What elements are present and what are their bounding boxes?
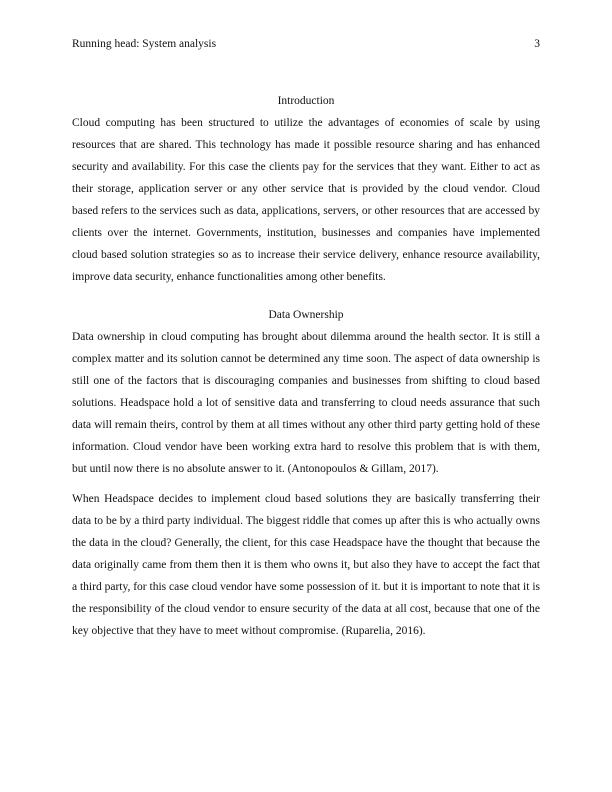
- page-header: [72, 36, 540, 52]
- page-number: 3: [534, 38, 540, 50]
- document-body: [72, 90, 540, 642]
- data-ownership-heading: Data Ownership: [268, 309, 344, 321]
- running-head: Running head: System analysis: [72, 38, 217, 50]
- introduction-paragraph: Cloud computing has been structured to utilize the advantages of economies of scale by using resources that are shared. This technology has made it possible resource sharing and has enhanced security and availability. For this case the clients pay for the services that they want. Either to act as their storage, application server or any other service that is provided by the cloud vendor. Cloud based refers to the services such as data, applications, servers, or other resources that are accessed by clients over the internet. Governments, institution, businesses and companies have implemented cloud based solution strategies so as to increase their service delivery, enhance resource availability, improve data security, enhance functionalities among other benefits.: [72, 117, 540, 283]
- data-ownership-paragraph-1: Data ownership in cloud computing has brought about dilemma around the health sector. It is still a complex matter and its solution cannot be determined any time soon. The aspect of data ownership is still one of the factors that is discouraging companies and businesses from shifting to cloud based solutions. Headspace hold a lot of sensitive data and transferring to cloud needs assurance that such data will remain theirs, control by them at all times without any other third party getting hold of these information. Cloud vendor have been working extra hard to resolve this problem that is with them, but until now there is no absolute answer to it. (Antonopoulos & Gillam, 2017).: [72, 331, 540, 475]
- paragraph-spacer: [72, 480, 540, 488]
- introduction-heading: Introduction: [277, 95, 335, 107]
- data-ownership-paragraph-2: When Headspace decides to implement cloud based solutions they are basically transferring their data to be by a third party individual. The biggest riddle that comes up after this is who actually owns the data in the cloud? Generally, the client, for this case Headspace have the thought that because the data originally came from them then it is them who owns it, but also they have to accept the fact that a third party, for this case cloud vendor have some possession of it. but it is important to note that it is the responsibility of the cloud vendor to ensure security of the data at all cost, because that one of the key objective that they have to meet without compromise. (Ruparelia, 2016).: [72, 493, 540, 637]
- section-spacer: [72, 288, 540, 304]
